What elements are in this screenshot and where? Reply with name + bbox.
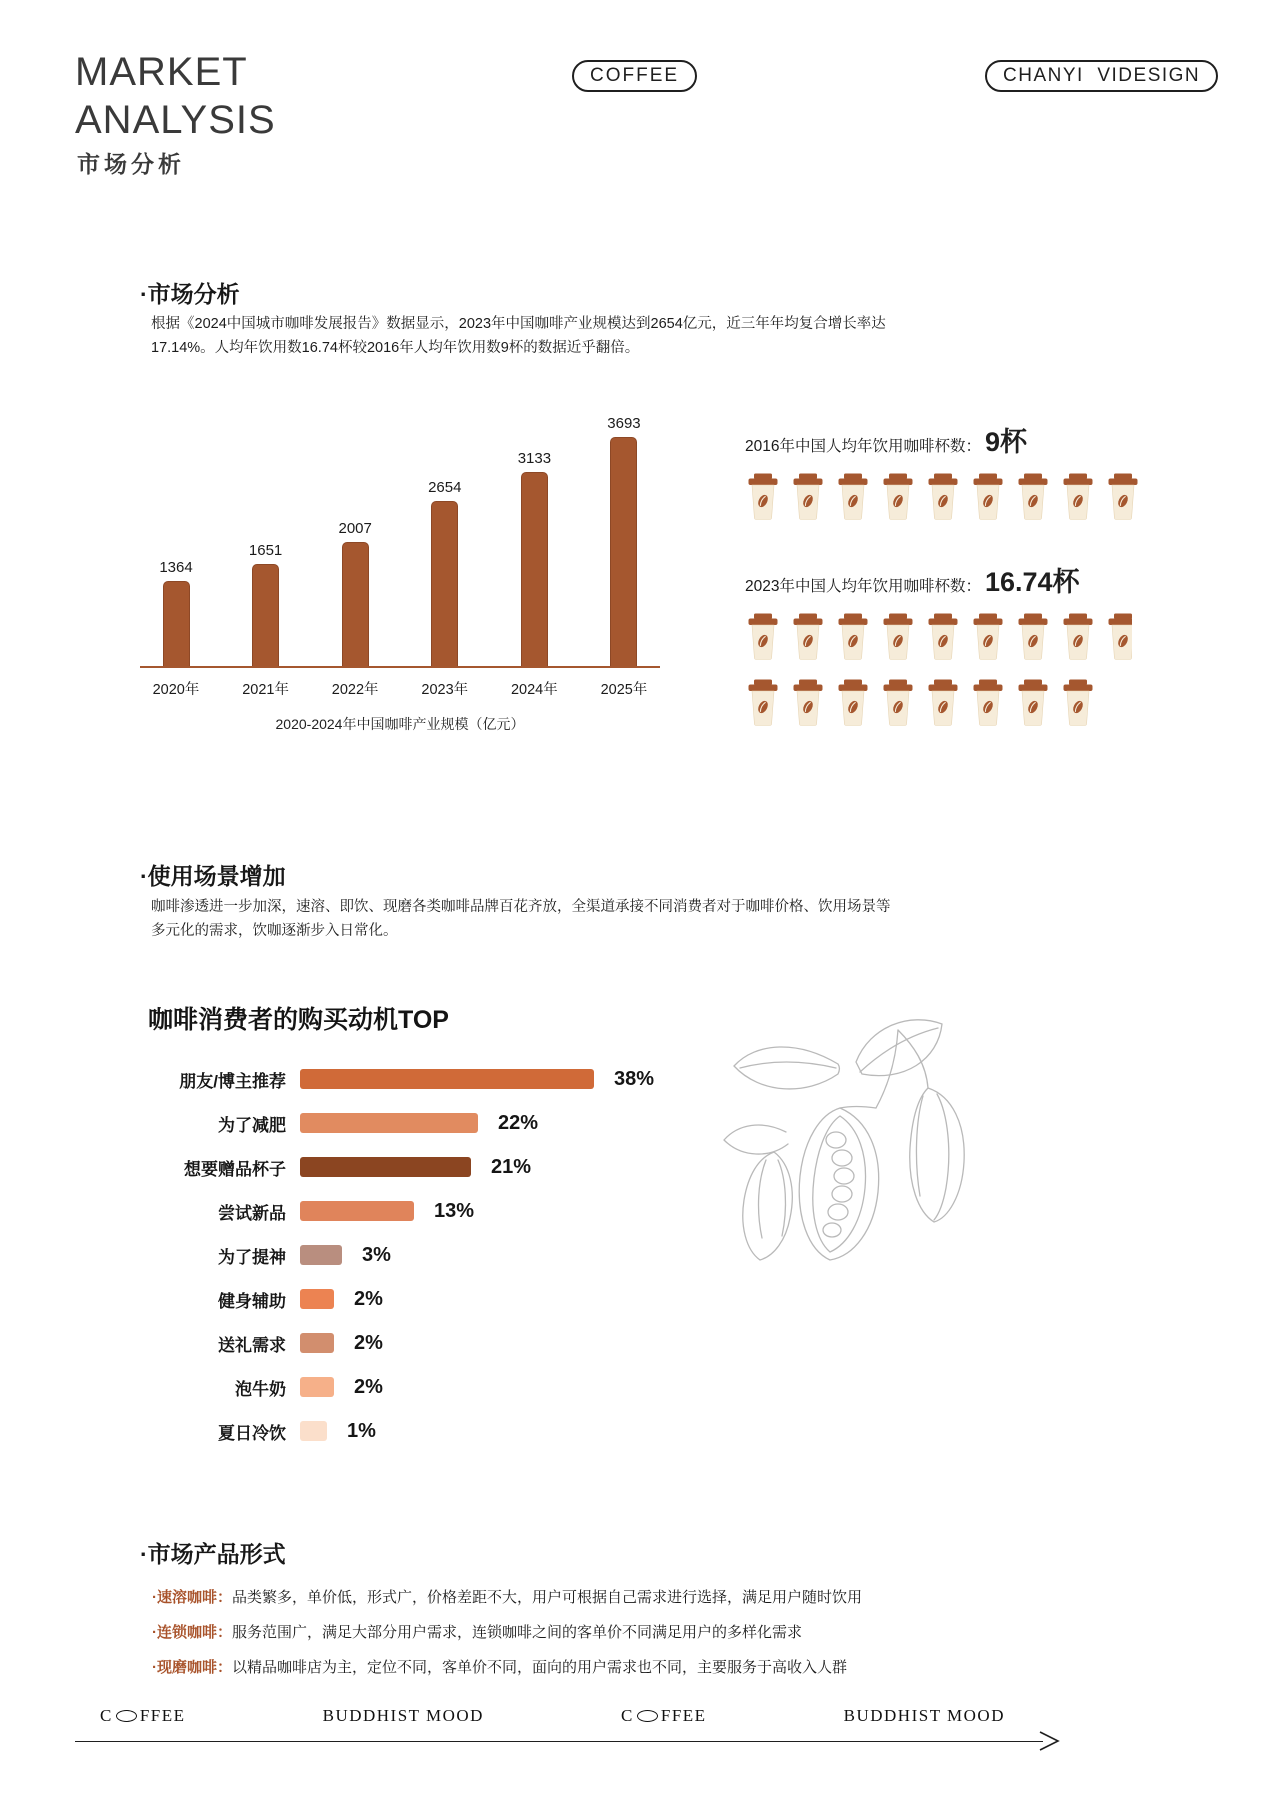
motivation-percent: 13% [434,1199,475,1222]
market-paragraph-line1: 根据《2024中国城市咖啡发展报告》数据显示，2023年中国咖啡产业规模达到2654亿元，近三年年均复合增长率达 [151,316,886,332]
motivation-row [150,1189,710,1233]
cups-2023 [745,560,1165,731]
product-item [152,1650,862,1685]
cups-2023-value: 16.74杯 [984,567,1080,597]
coffee-cup-icon [925,612,961,665]
coffee-cup-icon [1060,472,1096,525]
coffee-cup-icon [1060,678,1096,731]
partial-coffee-cup-icon [1105,612,1132,660]
motivation-row [150,1145,710,1189]
coffee-bean-oval-icon [637,1710,658,1722]
motivation-chart [150,1057,710,1453]
coffee-cup-icon [1015,472,1051,525]
section-heading-market: ·市场分析 [140,281,240,307]
motivation-percent: 21% [491,1155,532,1178]
cups-2016-label: 2016年中国人均年饮用咖啡杯数： [745,438,981,455]
product-item-text: 品类繁多，单价低，形式广，价格差距不大，用户可根据自己需求进行选择，满足用户随时饮用 [232,1589,863,1606]
bar [252,564,279,666]
bar [163,581,190,666]
motivation-percent: 22% [498,1111,539,1134]
product-item-label: ·现磨咖啡： [152,1659,232,1676]
section-heading-products: ·市场产品形式 [140,1541,286,1567]
coffee-cup-icon [970,612,1006,665]
motivation-label: 健身辅助 [218,1291,286,1311]
motivation-bar [300,1201,414,1221]
coffee-cup-icon [790,472,826,525]
cocoa-illustration [690,1012,990,1297]
bar-x-label: 2020年 [152,682,200,698]
bar-x-label: 2023年 [421,682,469,698]
brand-badge: CHANYI VIDESIGN [985,60,1218,92]
footer-buddhist-mood-text: BUDDHIST MOOD [843,1706,1005,1725]
bar-value-label: 1651 [248,542,283,559]
motivation-label: 夏日冷饮 [218,1423,286,1443]
motivation-label: 送礼需求 [218,1335,286,1355]
bar-value-label: 2654 [428,479,462,496]
footer-arrow-icon [1034,1729,1062,1758]
motivation-row [150,1277,710,1321]
market-paragraph-line2: 17.14%。人均年饮用数16.74杯较2016年人均年饮用数9杯的数据近乎翻倍。 [151,340,640,356]
motivation-label: 朋友/博主推荐 [179,1071,286,1091]
motivation-bar [300,1421,327,1441]
bar-value-label: 3693 [607,415,641,432]
page-title [75,48,276,144]
motivation-bar [300,1069,594,1089]
industry-bar-chart [140,414,660,668]
motivation-row [150,1101,710,1145]
motivation-label: 尝试新品 [218,1203,286,1223]
bar-column [409,479,481,666]
motivation-row [150,1057,710,1101]
usage-paragraph [151,895,891,943]
coffee-cup-icon [970,472,1006,525]
coffee-cup-icon [835,612,871,665]
motivation-row [150,1409,710,1453]
coffee-cup-icon [925,472,961,525]
motivation-percent: 2% [354,1375,383,1398]
motivation-label: 为了减肥 [218,1115,286,1135]
usage-paragraph-line2: 多元化的需求，饮咖逐渐步入日常化。 [151,923,398,939]
bar-value-label: 2007 [338,520,372,537]
coffee-cup-icon [1060,612,1096,665]
motivation-percent: 2% [354,1287,383,1310]
bar-column [140,559,212,666]
motivation-row [150,1321,710,1365]
industry-bar-chart-caption: 2020-2024年中国咖啡产业规模（亿元） [275,716,525,732]
product-item-label: ·连锁咖啡： [152,1624,232,1641]
cups-2023-label: 2023年中国人均年饮用咖啡杯数： [745,578,981,595]
cocoa-pods-icon [690,1012,990,1292]
coffee-cup-icon [880,612,916,665]
cups-2016-header [745,420,1165,459]
coffee-cup-icon [790,678,826,731]
product-item [152,1580,862,1615]
bar [610,437,637,666]
footer [100,1706,1005,1726]
footer-buddhist-mood-text: BUDDHIST MOOD [322,1706,484,1725]
product-item-label: ·速溶咖啡： [152,1589,232,1606]
page-title-chinese: 市场分析 [77,151,185,177]
coffee-cup-icon [1015,678,1051,731]
cups-2023-header [745,560,1165,599]
coffee-cup-icon [880,472,916,525]
motivation-bar [300,1289,334,1309]
coffee-cup-icon [1015,612,1051,665]
coffee-cup-icon [1105,472,1141,525]
bar-x-label: 2024年 [510,682,558,698]
coffee-cup-icon [745,472,781,525]
footer-coffee-wordmark: C FFEE [621,1706,707,1725]
cups-2023-rows [745,612,1165,731]
coffee-cup-icon [1105,647,1132,660]
motivation-bar [300,1245,342,1265]
motivation-label: 泡牛奶 [235,1379,286,1399]
product-item [152,1615,862,1650]
market-paragraph [151,312,886,360]
motivation-bar [300,1333,334,1353]
bar-column [230,542,302,666]
motivation-chart-title: 咖啡消费者的购买动机TOP [148,1006,449,1034]
motivation-bar [300,1157,471,1177]
motivation-bar [300,1113,478,1133]
bar-x-label: 2022年 [331,682,379,698]
bar-column [319,520,391,666]
coffee-cup-icon [835,472,871,525]
bar-column [498,450,570,666]
cup-row [745,612,1165,665]
motivation-bar [300,1377,334,1397]
coffee-badge: COFFEE [572,60,697,92]
motivation-row [150,1365,710,1409]
product-item-text: 以精品咖啡店为主，定位不同，客单价不同，面向的用户需求也不同，主要服务于高收入人群 [232,1659,848,1676]
page-title-line2: ANALYSIS [75,98,276,142]
coffee-bean-oval-icon [116,1710,137,1722]
motivation-label: 想要赠品杯子 [184,1159,286,1179]
cups-2016 [745,420,1165,525]
cups-2016-value: 9杯 [984,427,1028,457]
bar-x-label: 2021年 [242,682,289,698]
product-item-text: 服务范围广，满足大部分用户需求，连锁咖啡之间的客单价不同满足用户的多样化需求 [232,1624,803,1641]
usage-paragraph-line1: 咖啡渗透进一步加深，速溶、即饮、现磨各类咖啡品牌百花齐放，全渠道承接不同消费者对于咖啡价格、饮用场景等 [151,899,891,915]
industry-bar-chart-xlabels [140,678,660,699]
cup-row [745,678,1165,731]
motivation-label: 为了提神 [218,1247,286,1267]
coffee-cup-icon [925,678,961,731]
bar [342,542,369,666]
motivation-percent: 3% [362,1243,391,1266]
bar-column [588,415,660,666]
coffee-cup-icon [970,678,1006,731]
footer-coffee-wordmark: C FFEE [100,1706,186,1725]
bar [521,472,548,666]
cups-2016-rows [745,472,1165,525]
bar [431,501,458,666]
cup-row [745,472,1165,525]
coffee-cup-icon [745,612,781,665]
motivation-percent: 38% [614,1067,655,1090]
products-list [152,1580,862,1685]
footer-rule [75,1741,1043,1742]
motivation-percent: 1% [347,1419,376,1442]
page-title-line1: MARKET [75,50,248,94]
bar-value-label: 1364 [159,559,193,576]
motivation-percent: 2% [354,1331,383,1354]
motivation-row [150,1233,710,1277]
bar-x-label: 2025年 [600,682,648,698]
bar-value-label: 3133 [517,450,552,467]
coffee-cup-icon [790,612,826,665]
section-heading-usage: ·使用场景增加 [140,863,286,889]
coffee-cup-icon [745,678,781,731]
coffee-cup-icon [880,678,916,731]
coffee-cup-icon [835,678,871,731]
